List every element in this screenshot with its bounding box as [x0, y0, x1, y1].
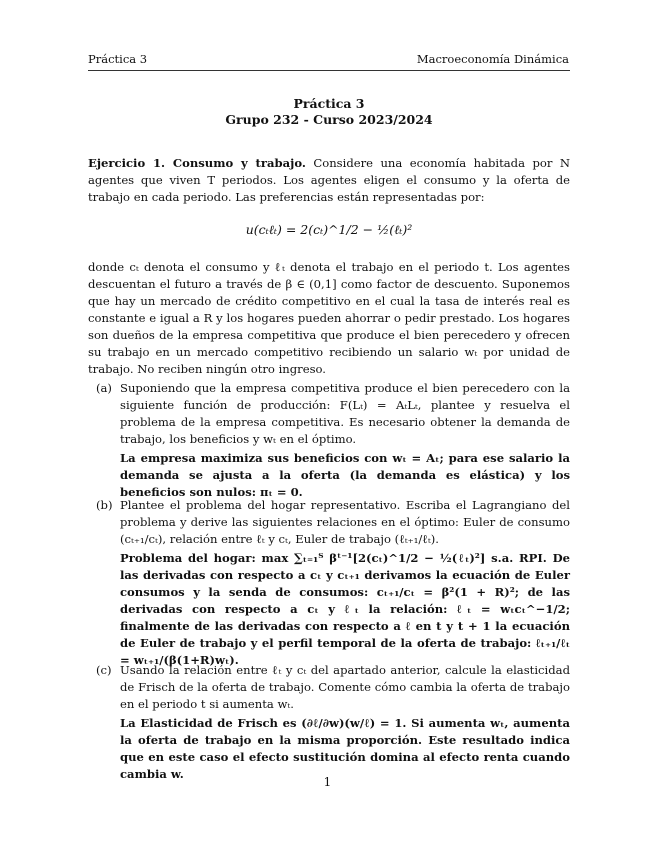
- item-question: Plantee el problema del hogar representativo. Escriba el Lagrangiano del problema y derive las siguientes relaciones en el óptimo: Euler de consumo (cₜ₊₁/cₜ), relación entre ℓₜ y cₜ, Euler de trabajo (ℓₜ₊₁/ℓₜ).: [120, 498, 570, 546]
- exercise-description: donde cₜ denota el consumo y ℓₜ denota el trabajo en el periodo t. Los agentes descuentan el futuro a través de β ∈ (0,1] como factor de descuento. Suponemos que hay un mercado de crédito competitivo en el cual la tasa de interés real es constante e igual a R y los hogares pueden ahorrar o pedir prestado. Los hogares son dueños de la empresa competitiva que produce el bien perecedero y ofrecen su trabajo en un mercado competitivo recibiendo un salario wₜ por unidad de trabajo. No reciben ningún otro ingreso.: [88, 260, 570, 376]
- exercise-intro-text: Considere una economía habitada por N agentes que viven T periodos. Los agentes eligen el consumo y la oferta de trabajo en cada periodo. Las preferencias están representadas por:: [88, 156, 570, 204]
- header-rule: [88, 70, 570, 71]
- item-answer: La Elasticidad de Frisch es (∂ℓ/∂w)(w/ℓ) = 1. Si aumenta wₜ, aumenta la oferta de trabajo en la misma proporción. Este resultado indica que en este caso el efecto sustitución domina al efecto renta cuando cambia w.: [120, 716, 570, 781]
- item-question: Suponiendo que la empresa competitiva produce el bien perecedero con la siguiente función de producción: F(Lₜ) = AₜLₜ, plantee y resuelva el problema de la empresa competitiva. Es necesario obtener la demanda de trabajo, los beneficios y wₜ en el óptimo.: [120, 381, 570, 446]
- page-number: 1: [323, 775, 332, 789]
- item-label: (b): [96, 498, 113, 512]
- list-item-b: [96, 497, 570, 669]
- item-answer: Problema del hogar: max ∑ₜ₌₁ᵀ βᵗ⁻¹[2(cₜ)^1/2 − ½(ℓₜ)²] s.a. RPI. De las derivadas con respecto a cₜ y cₜ₊₁ derivamos la ecuación de Euler consumos y la senda de consumos: cₜ₊₁/cₜ = β²(1 + R)²; de las derivadas con respecto a cₜ y ℓₜ la relación: ℓₜ = wₜcₜ^−1/2; finalmente de las derivadas con respecto a ℓ en t y t + 1 la ecuación de Euler de trabajo y el perfil temporal de la oferta de trabajo: ℓₜ₊₁/ℓₜ = wₜ₊₁/(β(1+R)wₜ).: [120, 551, 570, 667]
- page-subtitle: Grupo 232 - Curso 2023/2024: [225, 112, 433, 127]
- header-left: Práctica 3: [88, 52, 148, 66]
- utility-equation: u(cₜℓₜ) = 2(cₜ)^1/2 − ½(ℓₜ)²: [245, 222, 413, 237]
- exercise-label: Ejercicio 1. Consumo y trabajo.: [88, 156, 306, 170]
- item-label: (a): [96, 381, 112, 395]
- exercise-intro: [88, 155, 570, 206]
- item-answer: La empresa maximiza sus beneficios con wₜ = Aₜ; para ese salario la demanda se ajusta a la oferta (la demanda es elástica) y los beneficios son nulos: πₜ = 0.: [120, 451, 570, 499]
- list-item-c: [96, 662, 570, 783]
- item-label: (c): [96, 663, 112, 677]
- item-question: Usando la relación entre ℓₜ y cₜ del apartado anterior, calcule la elasticidad de Frisch de la oferta de trabajo. Comente cómo cambia la oferta de trabajo en el periodo t si aumenta wₜ.: [120, 663, 570, 711]
- page-title: Práctica 3: [293, 96, 365, 111]
- header-right: Macroeconomía Dinámica: [416, 52, 569, 66]
- list-item-a: [96, 380, 570, 501]
